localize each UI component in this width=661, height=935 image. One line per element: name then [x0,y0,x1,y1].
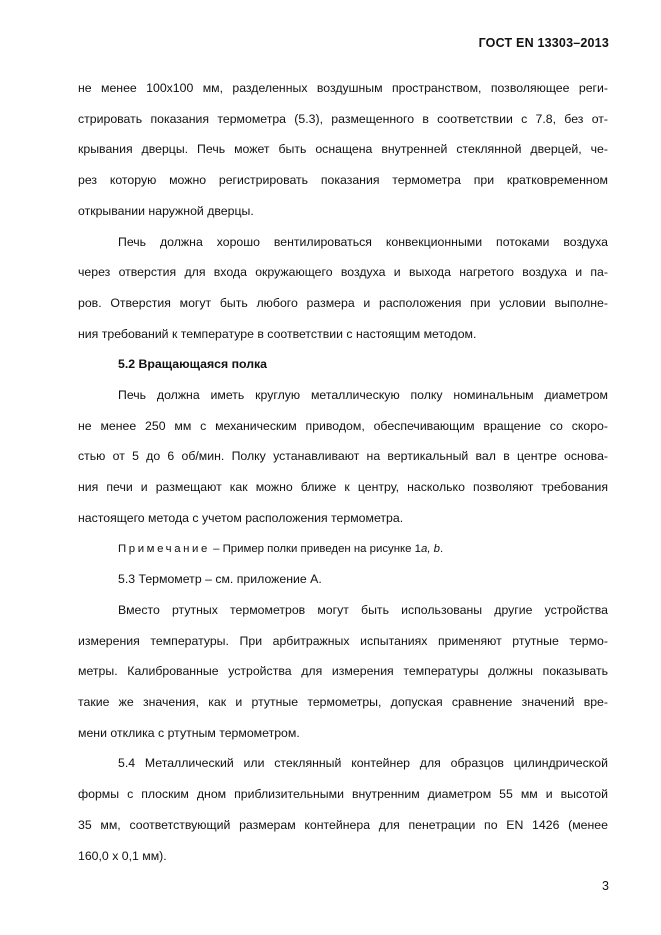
note-label: Примечание [118,542,210,555]
text-line: рез которую можно регистрировать показания термометра при кратковременном [78,173,608,188]
note-figure-ref: a, b [421,542,440,555]
text-line: не менее 250 мм с механическим приводом, обеспечивающим вращение со скоро- [78,418,608,433]
document-body [78,73,608,871]
text-line: такие же значения, как и ртутные термометры, допуская сравнение значений вре- [78,695,608,710]
text-line: Печь должна хорошо вентилироваться конвекционными потоками воздуха [118,234,608,249]
text-line: формы с плоским дном приблизительными внутренним диаметром 55 мм и высотой [78,787,608,802]
text-line: настоящего метода с учетом расположения термометра. [78,510,404,525]
text-line: не менее 100х100 мм, разделенных воздушным пространством, позволяющее реги- [78,81,608,95]
note-end: . [440,542,444,555]
paragraph-thermometer [78,595,608,749]
text-line: Печь должна иметь круглую металлическую полку номинальным диаметром [118,388,608,403]
text-line: 5.4 Металлический или стеклянный контейнер для образцов цилиндрической [118,756,608,771]
paragraph-oven-window [78,73,608,227]
text-line: 35 мм, соответствующий размерам контейнера для пенетрации по EN 1426 (менее [78,817,608,832]
text-line: открывании наружной дверцы. [78,203,254,218]
text-line: ния требований к температуре в соответствии с настоящим методом. [78,326,477,341]
section-heading-thermometer: 5.3 Термометр – см. приложение А. [118,572,322,587]
paragraph-rotating-shelf [78,380,608,534]
text-line: Вместо ртутных термометров могут быть использованы другие устройства [118,602,608,617]
text-line: мени отклика с ртутным термометром. [78,725,300,740]
text-line: метры. Калиброванные устройства для измерения температуры должны показывать [78,664,608,679]
text-line: стью от 5 до 6 об/мин. Полку устанавливают на вертикальный вал в центре основа- [78,449,608,464]
section-heading-rotating-shelf: 5.2 Вращающаяся полка [118,357,268,372]
text-line: крывания дверцы. Печь может быть оснащена внутренней стеклянной дверцей, че- [78,142,608,157]
text-line: стрировать показания термометра (5.3), размещенного в соответствии с 7.8, без от- [78,111,608,126]
text-line: 160,0 х 0,1 мм). [78,848,167,863]
text-line: измерения температуры. При арбитражных испытаниях применяют ртутные термо- [78,633,608,648]
note [78,534,608,565]
note-text: – Пример полки приведен на рисунке 1 [209,542,421,555]
page-number: 3 [602,879,609,893]
text-line: через отверстия для входа окружающего воздуха и выхода нагретого воздуха и па- [78,265,608,280]
paragraph-container [78,748,608,871]
text-line: ния печи и размещают как можно ближе к центру, насколько позволяют требования [78,480,608,495]
document-header: ГОСТ EN 13303–2013 [478,36,609,50]
text-line: ров. Отверстия могут быть любого размера и расположения при условии выполне- [78,295,608,310]
paragraph-ventilation [78,227,608,350]
